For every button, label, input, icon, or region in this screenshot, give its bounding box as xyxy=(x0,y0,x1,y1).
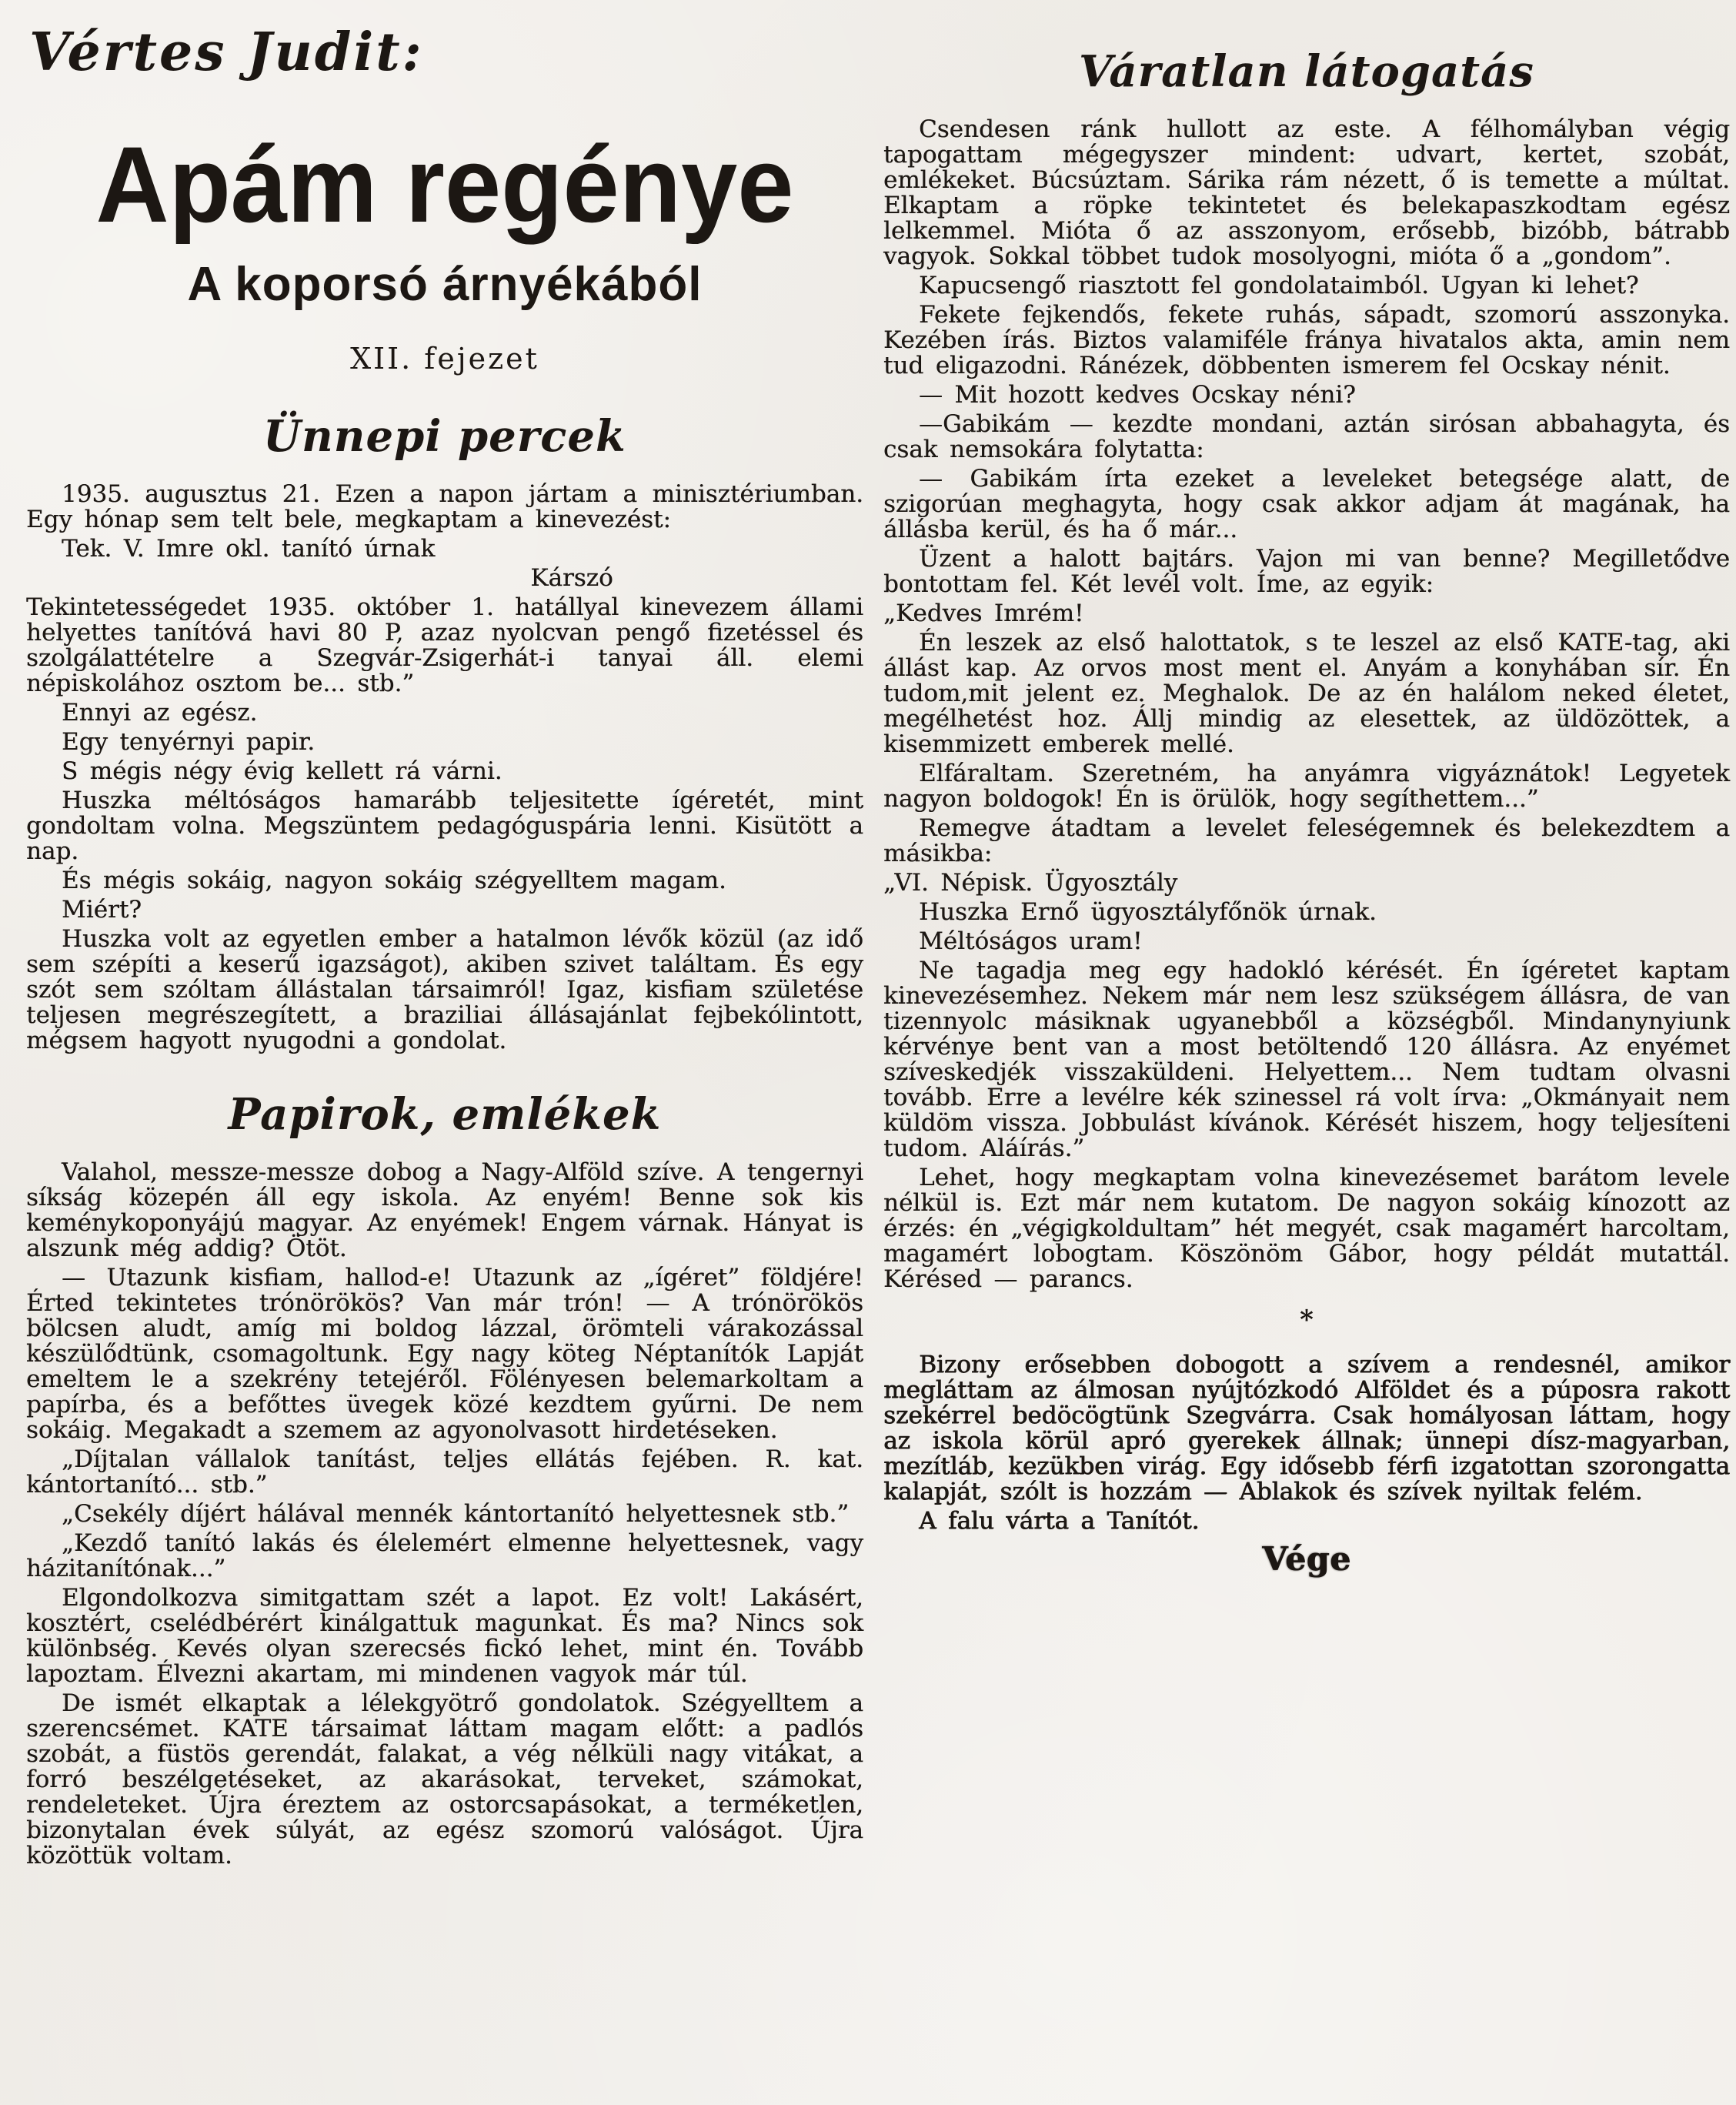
paragraph: „Díjtalan vállalok tanítást, teljes ellátás fejében. R. kat. kántortanító... stb.” xyxy=(26,1445,863,1499)
paragraph: Csendesen ránk hullott az este. A félhomályban végig tapogattam mégegyszer mindent: udvart, kertet, szobát, emlékeket. Búcsúztam. Sárika rám nézett, ő is temette a múltat. Elkaptam a röpke tekintetet és belekapaszkodtam egész lelkemmel. Mióta ő az asszonyom, erősebb, bizóbb, bátrabb vagyok. Sokkal többet tudok mosolyogni, mióta ő a „gondom”. xyxy=(883,115,1730,270)
paragraph: „Kedves Imrém! xyxy=(883,600,1084,627)
left-sections xyxy=(26,411,863,1869)
paragraph: „Csekély díjért hálával mennék kántortanító helyettesnek stb.” xyxy=(62,1500,850,1529)
end-mark: Vége xyxy=(1262,1540,1351,1578)
paragraph: Kapucsengő riasztott fel gondolataimból. Ugyan ki lehet? xyxy=(919,272,1639,299)
paragraph: 1935. augusztus 21. Ezen a napon jártam a minisztériumban. Egy hónap sem telt bele, megkaptam a kinevezést: xyxy=(26,480,863,534)
paragraph: S mégis négy évig kellett rá várni. xyxy=(62,757,502,786)
paragraph: Fekete fejkendős, fekete ruhás, sápadt, szomorú asszonyka. Kezében írás. Biztos valamiféle fránya hivatalos akta, amin nem tud eligazodni. Ránézek, döbbenten ismerem fel Ocskay nénit. xyxy=(883,301,1730,379)
left-column xyxy=(26,11,863,2105)
paragraph: Huszka méltóságos hamarább teljesitette ígéretét, mint gondoltam volna. Megszüntem pedagóguspária lenni. Kisütött a nap. xyxy=(26,787,863,866)
section-heading: Papirok, emlékek xyxy=(228,1089,662,1141)
paragraph: Miért? xyxy=(62,896,142,924)
paragraph: De ismét elkaptak a lélekgyötrő gondolatok. Szégyelltem a szerencsémet. KATE társaimat láttam magam előtt: a padlós szobát, a füstös gerendát, falakat, a vég nélküli nagy vitákat, a forró beszélgetéseket, az akarásokat, terveket, számokat, rendeleteket. Újra éreztem az ostorcsapásokat, a terméketlen, bizonytalan évek súlyát, az egész szomorú valóságot. Újra közöttük voltam. xyxy=(26,1689,863,1870)
paragraph: Huszka Ernő ügyosztályfőnök úrnak. xyxy=(919,898,1377,926)
paragraph: A falu várta a Tanítót. xyxy=(919,1507,1200,1535)
paragraph: Bizony erősebben dobogott a szívem a rendesnél, amikor megláttam az álmosan nyújtózkodó Alföldet és a púposra rakott szekérrel bedöcögtünk Szegvárra. Csak homályosan láttam, hogy az iskola körül apró gyerekek állnak; ünnepi dísz-magyarban, mezítláb, kezükben virág. Egy idősebb férfi izgatottan szorongatta kalapját, szólt is hozzám — Ablakok és szívek nyiltak felém. xyxy=(883,1351,1730,1505)
article-title: Apám regénye xyxy=(95,124,794,245)
paragraph: —Gabikám — kezdte mondani, aztán sirósan abbahagyta, és csak nemsokára folytatta: xyxy=(883,410,1730,463)
paragraph: — Mit hozott kedves Ocskay néni? xyxy=(919,381,1356,409)
paragraph: Tekintetességedet 1935. október 1. hatállyal kinevezem állami helyettes tanítóvá havi 80 P, azaz nyolcvan pengő fizetéssel és szolgálattételre a Szegvár-Zsigerhát-i tanyai áll. elemi népiskolához osztom be... stb.” xyxy=(26,593,863,698)
paragraph: — Utazunk kisfiam, hallod-e! Utazunk az „ígéret” földjére! Érted tekintetes trónörökös? Van már trón! — A trónörökös bölcsen aludt, amíg mi boldog lázzal, örömteli várakozással készülődtünk, csomagoltunk. Egy nagy köteg Néptanítók Lapját emeltem le a szekrény tetejéről. Fölényesen belemarkoltam a papírba, és a befőttes üvegek közé kezdtem gyűrni. De nem sokáig. Megakadt a szemem az agyonolvasott hirdetéseken. xyxy=(26,1264,863,1445)
paragraph: Egy tenyérnyi papir. xyxy=(62,728,315,757)
paragraph: És mégis sokáig, nagyon sokáig szégyelltem magam. xyxy=(62,867,726,895)
section-heading: Váratlan látogatás xyxy=(1079,46,1534,97)
paragraph: Elgondolkozva simitgattam szét a lapot. Ez volt! Lakásért, kosztért, cselédbérért kinálgattuk magunkat. És ma? Nincs sok különbség. Kevés olyan szerecsés fickó lehet, mint én. Tovább lapoztam. Élvezni akartam, mi mindenen vagyok már túl. xyxy=(26,1584,863,1689)
paragraph: Elfáraltam. Szeretném, ha anyámra vigyáznátok! Legyetek nagyon boldogok! Én is örülök, hogy segíthettem...” xyxy=(883,760,1730,813)
chapter-label: XII. fejezet xyxy=(350,342,539,376)
paragraph: Lehet, hogy megkaptam volna kinevezésemet barátom levele nélkül is. Ezt már nem kutatom. De nagyon sokáig kínozott az érzés: én „végigkoldultam” hét megyét, csak magamért harcoltam, magamért lobogtam. Köszönöm Gábor, hogy példát mutattál. Kérésed — parancs. xyxy=(883,1164,1730,1293)
paragraph: Méltóságos uram! xyxy=(919,927,1143,955)
right-column xyxy=(883,11,1730,2105)
paragraph: Üzent a halott bajtárs. Vajon mi van benne? Megilletődve bontottam fel. Két levél volt. Íme, az egyik: xyxy=(883,545,1730,598)
paragraph: „Kezdő tanító lakás és élelemért elmenne helyettesnek, vagy házitanítónak...” xyxy=(26,1529,863,1583)
section-separator-asterisk: * xyxy=(1300,1305,1314,1335)
paragraph: Én leszek az első halottatok, s te leszel az első KATE-tag, aki állást kap. Az orvos most ment el. Anyám a konyhában sír. Én tudom,mit jelent ez. Meghalok. De az én halálom neked életet, megélhetést hoz. Állj mindig az elesettek, az üldözöttek, a kisemmizett emberek mellé. xyxy=(883,629,1730,758)
paragraph: Kárszó xyxy=(530,564,613,593)
paragraph: Remegve átadtam a levelet feleségemnek és belekezdtem a másikba: xyxy=(883,814,1730,867)
right-sections xyxy=(883,46,1730,1578)
paragraph: — Gabikám írta ezeket a leveleket betegsége alatt, de szigorúan meghagyta, hogy csak akkor adjam át magának, ha állásba kerül, és ha ő már... xyxy=(883,465,1730,543)
paragraph: Valahol, messze-messze dobog a Nagy-Alföld szíve. A tengernyi síkság közepén áll egy iskola. Az enyém! Benne sok kis keménykoponyájú magyar. Az enyémek! Engem várnak. Hányat is alszunk még addig? Ötöt. xyxy=(26,1158,863,1263)
author-byline: Vértes Judit: xyxy=(29,22,424,83)
paragraph: Huszka volt az egyetlen ember a hatalmon lévők közül (az idő sem szépíti a keserű igazságot), akiben szivet találtam. És egy szót sem szóltam állástalan társaimról! Igaz, kisfiam születése teljesen megrészegített, a braziliai állásajánlat fejbekólintott, mégsem hagyott nyugodni a gondolat. xyxy=(26,925,863,1055)
paragraph: Tek. V. Imre okl. tanító úrnak xyxy=(62,535,436,563)
section-heading: Ünnepi percek xyxy=(263,411,626,463)
paragraph: Ennyi az egész. xyxy=(62,699,258,727)
article-subtitle: A koporsó árnyékából xyxy=(187,258,703,311)
paragraph: „VI. Népisk. Ügyosztály xyxy=(883,869,1178,897)
paragraph: Ne tagadja meg egy hadokló kérését. Én ígéretet kaptam kinevezésemhez. Nekem már nem lesz szükségem állásra, de van tizennyolc másiknak ugyanebből a községből. Mindanynyiunk kérvénye bent van a most betöltendő 120 állásra. Az enyémet szíveskedjék visszaküldeni. Helyettem... Nem tudtam olvasni tovább. Erre a levélre kék szinessel rá volt írva: „Okmányait nem küldöm vissza. Jobbulást kívánok. Kérését hiszem, hogy teljesíteni tudom. Aláírás.” xyxy=(883,957,1730,1162)
